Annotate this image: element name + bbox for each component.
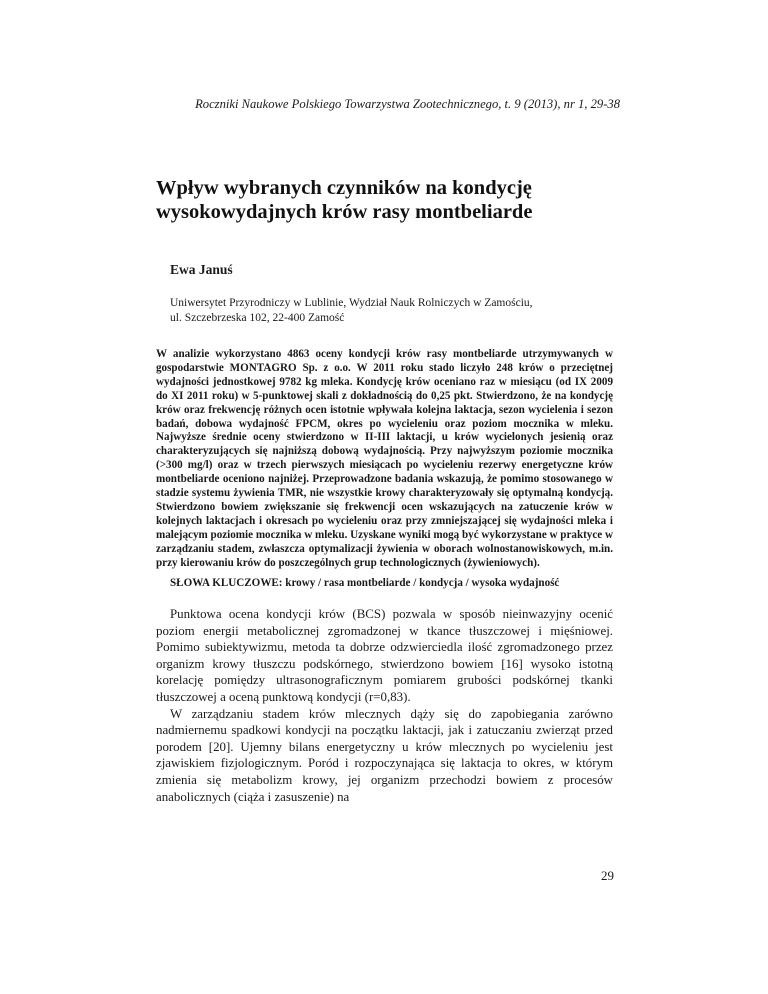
author-affiliation [170, 296, 620, 325]
affiliation-line-1: Uniwersytet Przyrodniczy w Lublinie, Wydział Nauk Rolniczych w Zamościu, [170, 297, 533, 309]
keywords: SŁOWA KLUCZOWE: krowy / rasa montbeliarde / kondycja / wysoka wydajność [170, 577, 560, 589]
body-paragraph-1: Punktowa ocena kondycji krów (BCS) pozwala w sposób nieinwazyjny ocenić poziom energii metabolicznej zgromadzonej w tkance tłuszczowej i mięśniowej. Pomimo subiektywizmu, metoda ta dobrze odzwierciedla ilość zgromadzonego przez organizm krowy tłuszczu podskórnego, stwierdzono bowiem [16] wysoko istotną korelację pomiędzy ultrasonograficznym pomiarem grubości podskórnej tkanki tłuszczowej a oceną punktową kondycji (r=0,83). [156, 607, 613, 704]
body-paragraph-2: W zarządzaniu stadem krów mlecznych dąży się do zapobiegania zarówno nadmiernemu spadkowi kondycji na początku laktacji, jak i zatuczaniu zwierząt przed porodem [20]. Ujemny bilans energetyczny u krów mlecznych po wycieleniu jest zjawiskiem fizjologicznym. Poród i rozpoczynająca się laktacja to okres, w którym zmienia się metabolizm krowy, jej organizm przechodzi bowiem z procesów anabolicznych (ciąża i zasuszenie) na [156, 706, 613, 804]
body-text [156, 606, 613, 805]
affiliation-line-2: ul. Szczebrzeska 102, 22-400 Zamość [170, 311, 345, 324]
page-number: 29 [601, 868, 614, 883]
abstract: W analizie wykorzystano 4863 oceny kondycji krów rasy montbeliarde utrzymywanych w gospodarstwie MONTAGRO Sp. z o.o. W 2011 roku stado liczyło 248 krów o przeciętnej wydajności jednostkowej 9782 kg mleka. Kondycję krów oceniano raz w miesiącu (od IX 2009 do XI 2011 roku) w 5-punktowej skali z dokładnością do 0,25 pkt. Stwierdzono, że na kondycję krów oraz frekwencję różnych ocen istotnie wpływała kolejna laktacja, sezon wycielenia i sezon badań, dobowa wydajność FPCM, okres po wycieleniu oraz poziom mocznika w mleku. Najwyższe średnie oceny stwierdzono w II-III laktacji, u krów wycielonych jesienią oraz charakteryzujących się najniższą dobową wydajnością. Przy najwyższym poziomie mocznika (>300 mg/l) oraz w trzech pierwszych miesiącach po wycieleniu rezerwy energetyczne krów montbeliarde oceniono najniżej. Przeprowadzone badania wskazują, że pomimo stosowanego w stadzie systemu żywienia TMR, nie wszystkie krowy charakteryzowały się optymalną kondycją. Stwierdzono bowiem zwiększanie się frekwencji ocen wskazujących na zatuczenie krów w kolejnych laktacjach i okresach po wycieleniu oraz przy zmniejszającej się wydajności mleka i malejącym poziomie mocznika w mleku. Uzyskane wyniki mogą być wykorzystane w praktyce w zarządzaniu stadem, zwłaszcza optymalizacji żywienia w oborach wolnostanowiskowych, m.in. przy kierowaniu krów do poszczególnych grup technologicznych (żywieniowych). [156, 348, 613, 569]
title-line-1: Wpływ wybranych czynników na kondycję [156, 177, 532, 199]
article-title [156, 176, 626, 224]
journal-citation-header: Roczniki Naukowe Polskiego Towarzystwa Zootechnicznego, t. 9 (2013), nr 1, 29-38 [195, 97, 620, 111]
title-line-2: wysokowydajnych krów rasy montbeliarde [156, 201, 533, 223]
author-name: Ewa Januś [170, 262, 233, 277]
